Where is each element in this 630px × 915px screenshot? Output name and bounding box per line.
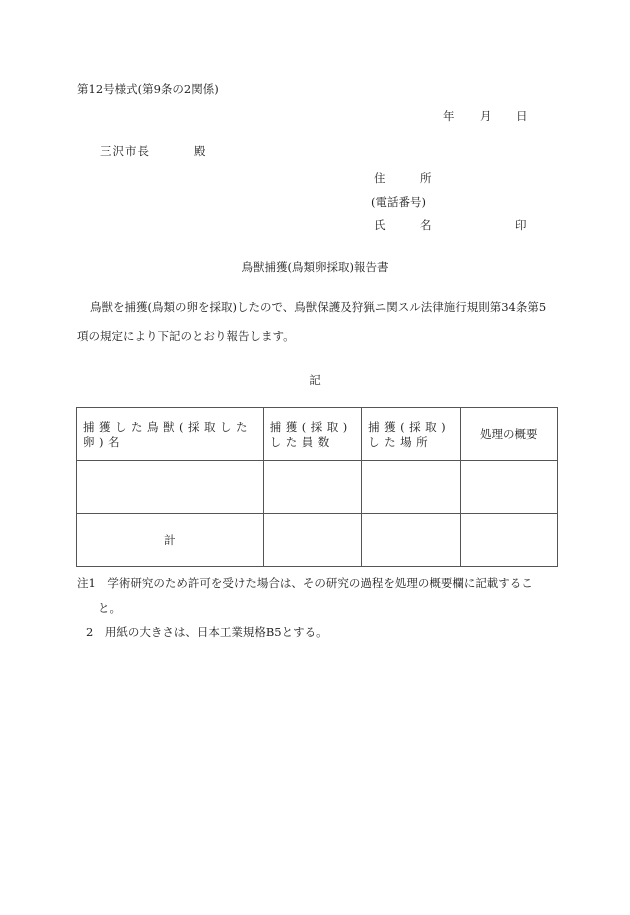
header-location-label: 捕獲(採取)した場所 [368,420,451,449]
table-row [77,461,558,514]
addressee-honorific: 殿 [194,144,206,158]
header-count-label: 捕獲(採取)した員数 [269,420,352,449]
note-1-line-1: 注1 学術研究のため許可を受けた場合は、その研究の過程を処理の概要欄に記載するこ [77,576,533,590]
date-month-label: 月 [480,109,492,123]
header-cell-species [77,408,264,461]
phone-label: (電話番号) [371,195,426,209]
address-label-part-2: 所 [420,171,432,185]
addressee-name: 三沢市長 [100,144,150,158]
ki-heading: 記 [309,373,321,387]
header-disposal-label: 処理の概要 [480,426,538,441]
location-cell[interactable] [362,461,460,514]
date-year-label: 年 [443,109,455,123]
species-cell[interactable] [77,461,264,514]
document-title: 鳥獣捕獲(鳥類卵採取)報告書 [241,260,389,274]
note-2: 2 用紙の大きさは、日本工業規格B5とする。 [86,625,328,639]
address-label-part-1: 住 [374,171,386,185]
note-1-line-2: と。 [98,601,121,615]
header-cell-count [263,408,361,461]
report-table [76,407,558,567]
total-disposal-cell[interactable] [460,514,557,567]
count-cell[interactable] [263,461,361,514]
header-cell-disposal [460,408,557,461]
table-header-row [77,408,558,461]
date-day-label: 日 [516,109,528,123]
header-cell-location [362,408,460,461]
total-label: 計 [164,532,176,547]
name-label-part-1: 氏 [374,218,386,232]
total-location-cell[interactable] [362,514,460,567]
header-species-label: 捕獲した鳥獣(採取した卵)名 [83,420,252,449]
form-number: 第12号様式(第9条の2関係) [77,82,219,96]
body-text-line-1: 鳥獣を捕獲(鳥類の卵を採取)したので、鳥獣保護及狩猟ニ関スル法律施行規則第34条第5 [90,300,547,314]
body-text-line-2: 項の規定により下記のとおり報告します。 [77,329,295,343]
seal-mark: 印 [515,218,527,232]
disposal-cell[interactable] [460,461,557,514]
table-total-row [77,514,558,567]
total-label-cell [77,514,264,567]
total-count-cell[interactable] [263,514,361,567]
name-label-part-2: 名 [420,218,432,232]
